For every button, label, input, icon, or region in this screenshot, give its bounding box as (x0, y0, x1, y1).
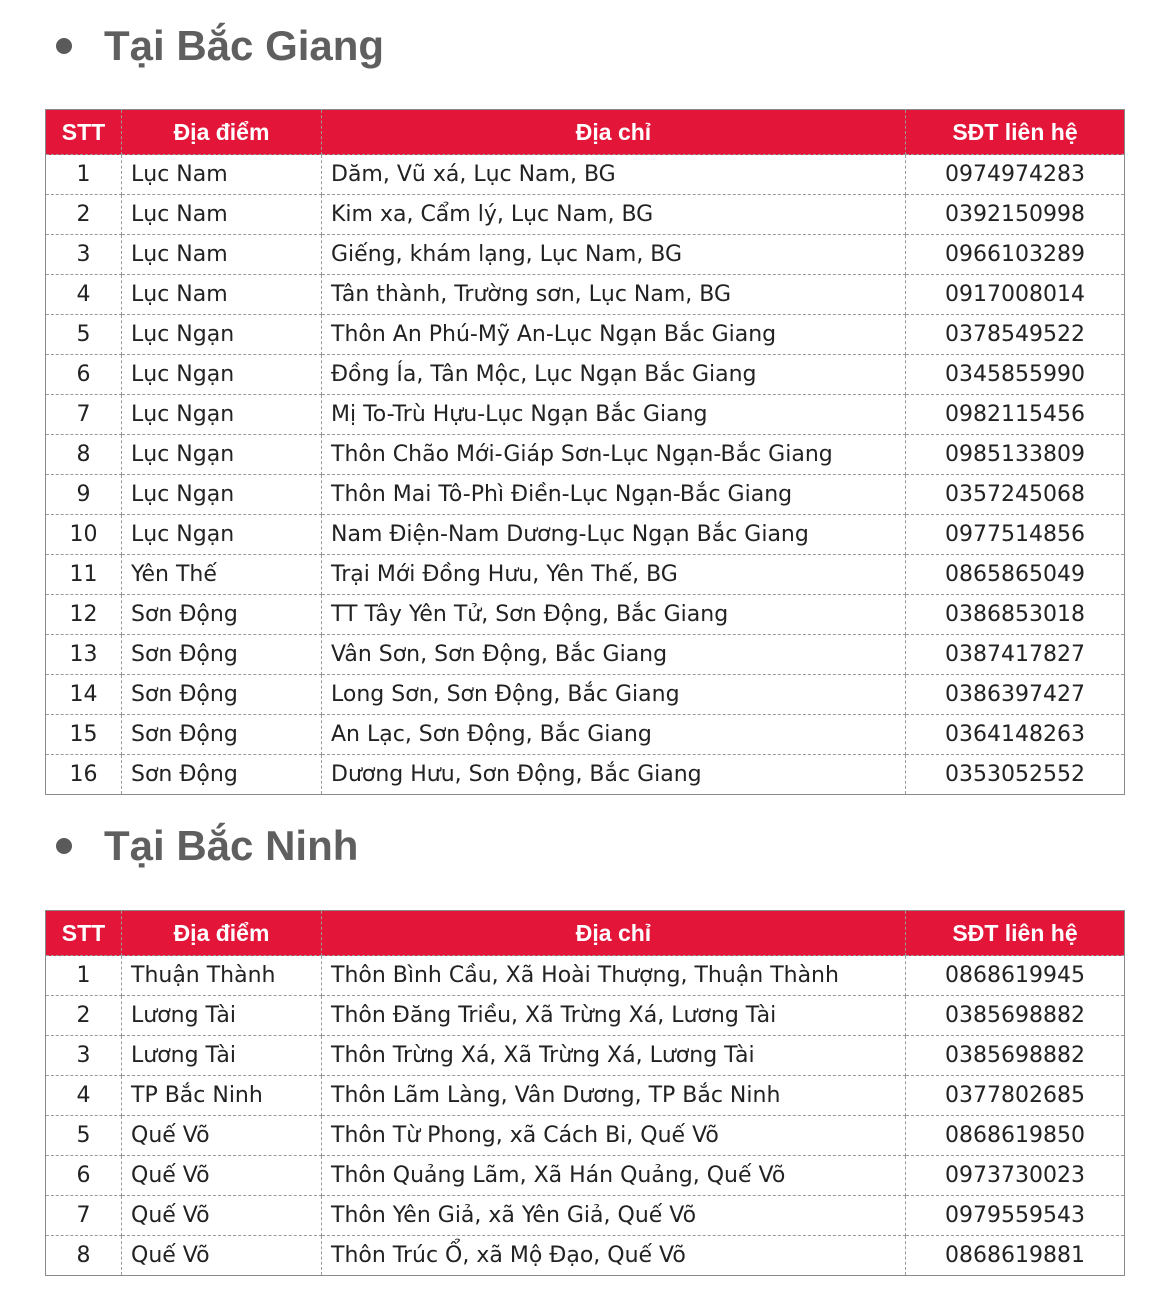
phone-header: SĐT liên hệ (906, 110, 1125, 155)
location-cell: Lục Nam (122, 155, 322, 195)
address-cell: Thôn Trừng Xá, Xã Trừng Xá, Lương Tài (322, 1036, 906, 1076)
table-row (46, 1076, 1125, 1116)
stt-cell: 7 (46, 395, 122, 435)
address-header: Địa chỉ (322, 110, 906, 155)
phone-cell: 0979559543 (906, 1196, 1125, 1236)
location-cell: Quế Võ (122, 1236, 322, 1276)
location-cell: Lục Nam (122, 235, 322, 275)
address-cell: Nam Điện-Nam Dương-Lục Ngạn Bắc Giang (322, 515, 906, 555)
table-row (46, 1036, 1125, 1076)
location-cell: Lục Ngạn (122, 475, 322, 515)
address-cell: Thôn Từ Phong, xã Cách Bi, Quế Võ (322, 1116, 906, 1156)
table-row (46, 715, 1125, 755)
phone-cell: 0868619881 (906, 1236, 1125, 1276)
location-header: Địa điểm (122, 110, 322, 155)
address-cell: Dương Hưu, Sơn Động, Bắc Giang (322, 755, 906, 795)
address-cell: Đồng Ía, Tân Mộc, Lục Ngạn Bắc Giang (322, 355, 906, 395)
phone-cell: 0917008014 (906, 275, 1125, 315)
stt-cell: 15 (46, 715, 122, 755)
location-cell: Quế Võ (122, 1156, 322, 1196)
phone-header: SĐT liên hệ (906, 911, 1125, 956)
phone-cell: 0364148263 (906, 715, 1125, 755)
stt-header: STT (46, 110, 122, 155)
section-title-text: Tại Bắc Ninh (104, 822, 359, 869)
table-header-row (46, 911, 1125, 956)
phone-cell: 0377802685 (906, 1076, 1125, 1116)
table-row (46, 1236, 1125, 1276)
table-row (46, 195, 1125, 235)
stt-cell: 7 (46, 1196, 122, 1236)
table-row (46, 956, 1125, 996)
address-cell: Thôn Yên Giả, xã Yên Giả, Quế Võ (322, 1196, 906, 1236)
location-cell: Lục Ngạn (122, 515, 322, 555)
address-cell: Kim xa, Cẩm lý, Lục Nam, BG (322, 195, 906, 235)
stt-cell: 9 (46, 475, 122, 515)
stt-cell: 8 (46, 1236, 122, 1276)
stt-cell: 1 (46, 956, 122, 996)
location-cell: Lương Tài (122, 1036, 322, 1076)
address-cell: Giếng, khám lạng, Lục Nam, BG (322, 235, 906, 275)
location-cell: Lục Ngạn (122, 435, 322, 475)
section-title-bac-ninh (56, 818, 358, 874)
address-cell: Thôn Đăng Triều, Xã Trừng Xá, Lương Tài (322, 996, 906, 1036)
stt-cell: 14 (46, 675, 122, 715)
address-cell: Thôn Trúc Ổ, xã Mộ Đạo, Quế Võ (322, 1236, 906, 1276)
stt-cell: 11 (46, 555, 122, 595)
location-cell: Thuận Thành (122, 956, 322, 996)
table-row (46, 996, 1125, 1036)
table-row (46, 155, 1125, 195)
address-header: Địa chỉ (322, 911, 906, 956)
phone-cell: 0868619850 (906, 1116, 1125, 1156)
table-row (46, 355, 1125, 395)
phone-cell: 0387417827 (906, 635, 1125, 675)
table-row (46, 315, 1125, 355)
contact-table-bac-giang (45, 109, 1125, 795)
phone-cell: 0974974283 (906, 155, 1125, 195)
stt-cell: 2 (46, 195, 122, 235)
location-cell: Sơn Động (122, 715, 322, 755)
phone-cell: 0966103289 (906, 235, 1125, 275)
address-cell: Thôn Mai Tô-Phì Điền-Lục Ngạn-Bắc Giang (322, 475, 906, 515)
phone-cell: 0865865049 (906, 555, 1125, 595)
location-cell: TP Bắc Ninh (122, 1076, 322, 1116)
table-row (46, 235, 1125, 275)
location-cell: Lục Ngạn (122, 395, 322, 435)
stt-cell: 1 (46, 155, 122, 195)
table-row (46, 755, 1125, 795)
address-cell: Thôn Chão Mới-Giáp Sơn-Lục Ngạn-Bắc Giang (322, 435, 906, 475)
stt-cell: 4 (46, 275, 122, 315)
phone-cell: 0385698882 (906, 996, 1125, 1036)
stt-cell: 3 (46, 1036, 122, 1076)
phone-cell: 0982115456 (906, 395, 1125, 435)
phone-cell: 0977514856 (906, 515, 1125, 555)
table-row (46, 395, 1125, 435)
address-cell: Dăm, Vũ xá, Lục Nam, BG (322, 155, 906, 195)
address-cell: Thôn Quảng Lãm, Xã Hán Quảng, Quế Võ (322, 1156, 906, 1196)
phone-cell: 0973730023 (906, 1156, 1125, 1196)
section-title-bac-giang (56, 18, 384, 74)
table-row (46, 475, 1125, 515)
table-header-row (46, 110, 1125, 155)
phone-cell: 0385698882 (906, 1036, 1125, 1076)
address-cell: Tân thành, Trường sơn, Lục Nam, BG (322, 275, 906, 315)
table-row (46, 435, 1125, 475)
table-row (46, 675, 1125, 715)
phone-cell: 0386397427 (906, 675, 1125, 715)
table-row (46, 1116, 1125, 1156)
table-row (46, 595, 1125, 635)
stt-cell: 2 (46, 996, 122, 1036)
phone-cell: 0353052552 (906, 755, 1125, 795)
bullet-icon (56, 838, 72, 854)
stt-header: STT (46, 911, 122, 956)
location-cell: Lục Ngạn (122, 315, 322, 355)
stt-cell: 16 (46, 755, 122, 795)
stt-cell: 4 (46, 1076, 122, 1116)
phone-cell: 0868619945 (906, 956, 1125, 996)
location-cell: Lục Nam (122, 275, 322, 315)
contact-table-bac-ninh (45, 910, 1125, 1276)
location-cell: Lương Tài (122, 996, 322, 1036)
address-cell: Long Sơn, Sơn Động, Bắc Giang (322, 675, 906, 715)
address-cell: Thôn An Phú-Mỹ An-Lục Ngạn Bắc Giang (322, 315, 906, 355)
phone-cell: 0985133809 (906, 435, 1125, 475)
phone-cell: 0378549522 (906, 315, 1125, 355)
section-title-text: Tại Bắc Giang (104, 22, 385, 69)
stt-cell: 8 (46, 435, 122, 475)
location-cell: Sơn Động (122, 755, 322, 795)
location-cell: Sơn Động (122, 675, 322, 715)
address-cell: TT Tây Yên Tử, Sơn Động, Bắc Giang (322, 595, 906, 635)
table-row (46, 555, 1125, 595)
stt-cell: 13 (46, 635, 122, 675)
location-cell: Lục Nam (122, 195, 322, 235)
bullet-icon (56, 38, 72, 54)
table-row (46, 1196, 1125, 1236)
phone-cell: 0392150998 (906, 195, 1125, 235)
address-cell: Thôn Lãm Làng, Vân Dương, TP Bắc Ninh (322, 1076, 906, 1116)
address-cell: An Lạc, Sơn Động, Bắc Giang (322, 715, 906, 755)
address-cell: Mị To-Trù Hựu-Lục Ngạn Bắc Giang (322, 395, 906, 435)
location-cell: Quế Võ (122, 1196, 322, 1236)
stt-cell: 12 (46, 595, 122, 635)
location-cell: Lục Ngạn (122, 355, 322, 395)
stt-cell: 6 (46, 355, 122, 395)
stt-cell: 10 (46, 515, 122, 555)
location-cell: Sơn Động (122, 635, 322, 675)
phone-cell: 0345855990 (906, 355, 1125, 395)
address-cell: Vân Sơn, Sơn Động, Bắc Giang (322, 635, 906, 675)
table-row (46, 635, 1125, 675)
address-cell: Thôn Bình Cầu, Xã Hoài Thượng, Thuận Thành (322, 956, 906, 996)
stt-cell: 6 (46, 1156, 122, 1196)
stt-cell: 5 (46, 315, 122, 355)
location-cell: Quế Võ (122, 1116, 322, 1156)
address-cell: Trại Mới Đồng Hưu, Yên Thế, BG (322, 555, 906, 595)
phone-cell: 0386853018 (906, 595, 1125, 635)
location-header: Địa điểm (122, 911, 322, 956)
location-cell: Yên Thế (122, 555, 322, 595)
phone-cell: 0357245068 (906, 475, 1125, 515)
stt-cell: 3 (46, 235, 122, 275)
location-cell: Sơn Động (122, 595, 322, 635)
stt-cell: 5 (46, 1116, 122, 1156)
table-row (46, 515, 1125, 555)
table-row (46, 1156, 1125, 1196)
table-row (46, 275, 1125, 315)
